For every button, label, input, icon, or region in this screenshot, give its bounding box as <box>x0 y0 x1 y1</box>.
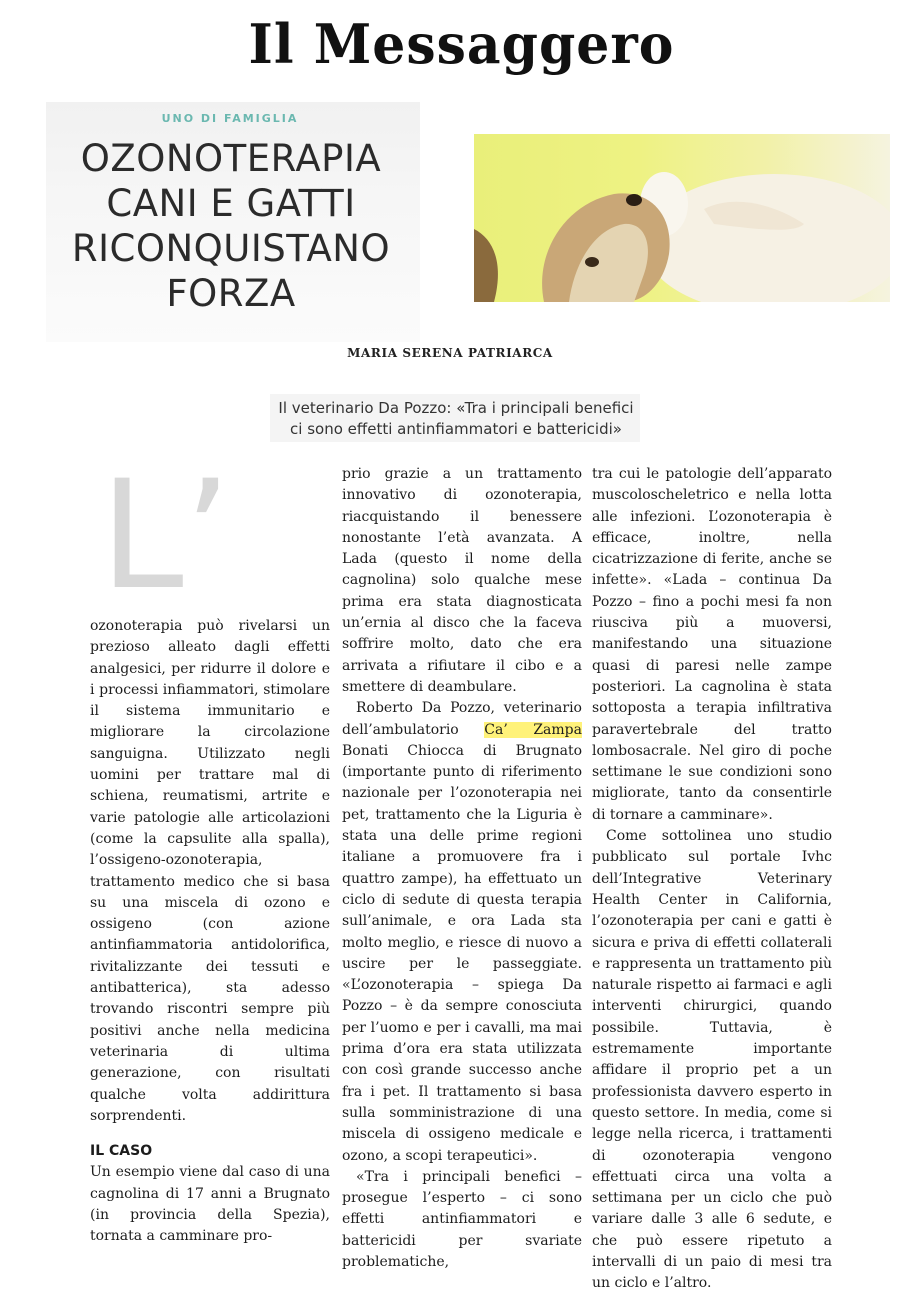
paragraph: Come sottolinea uno studio pubblicato sul portale Ivhc dell’Integrative Veterinary Health Center in California, l’ozonoterapia per cani e gatti è sicura e priva di effetti collaterali e rappresenta un trattamento più naturale rispetto ai farmaci e agli interventi chirurgici, quando possibile. Tuttavia, è estremamente importante affidare il proprio pet a un professionista davvero esperto in questo settore. In media, come si legge nella ricerca, i trattamenti di ozonoterapia vengono effettuati circa una volta a settimana per un ciclo che può variare dalle 3 alle 6 sedute, e che può essere ripetuto a intervalli di un paio di mesi tra un ciclo e l’altro. <box>592 828 832 1292</box>
section-kicker: UNO DI FAMIGLIA <box>161 112 299 125</box>
author-byline: MARIA SERENA PATRIARCA <box>347 346 553 360</box>
text-run: Roberto Da Pozzo, veterinario dell’ambulatorio <box>342 700 582 738</box>
dog-photo <box>474 134 890 302</box>
section-heading: IL CASO <box>90 1143 153 1160</box>
subhead: Il veterinario Da Pozzo: «Tra i principali benefici ci sono effetti antinfiammatori e battericidi» <box>278 399 634 438</box>
dog-ear <box>474 229 498 302</box>
paragraph: prio grazie a un trattamento innovativo di ozonoterapia, riacquistando il benessere nonostante l’età avanzata. A Lada (questo il nome della cagnolina) solo qualche mese prima era stata diagnosticata un’ernia al disco che la faceva soffrire molto, dato che era arrivata a rifiutare il cibo e a smettere di deambulare. <box>342 466 582 695</box>
paragraph: Un esempio viene dal caso di una cagnolina di 17 anni a Brugnato (in provincia della Spezia), tornata a camminare pro- <box>90 1164 330 1245</box>
text-run: Bonati Chiocca di Brugnato (importante punto di riferimento nazionale per l’ozonoterapia nei pet, trattamento che la Liguria è stata una delle prime regioni italiane a promuovere fra i quattro zampe), ha effettuato un ciclo di sedute di questa terapia sull’animale, e ora Lada sta molto meglio, e riesce di nuovo a uscire per le passeggiate. «L’ozonoterapia – spiega Da Pozzo – è da sempre conosciuta per l’uomo e per i cavalli, ma mai prima d’ora era stata utilizzata con così grande successo anche fra i pet. Il trattamento si basa sulla somministrazione di una miscela di ossigeno medicale e ozono, a scopi terapeutici». <box>342 742 582 1164</box>
drop-cap: L’ <box>100 449 232 623</box>
headline-line: CANI E GATTI <box>106 182 356 225</box>
dog-eye <box>585 257 599 267</box>
article-column-3 <box>592 464 832 1295</box>
highlighted-name: Ca’ Zampa <box>484 721 582 738</box>
dog-illustration <box>474 134 890 302</box>
headline-line: OZONOTERAPIA <box>80 137 382 180</box>
article-column-1 <box>90 616 330 1248</box>
paragraph: «Tra i principali benefici – prosegue l’esperto – ci sono effetti antinfiammatori e battericidi per svariate problematiche, <box>342 1168 582 1270</box>
paragraph: tra cui le patologie dell’apparato muscoloscheletrico e nella lotta alle infezioni. L’ozonoterapia è efficace, inoltre, nella cicatrizzazione di ferite, anche se infette». «Lada – continua Da Pozzo – fino a pochi mesi fa non riusciva più a muoversi, manifestando una situazione quasi di paresi nelle zampe posteriori. La cagnolina è stata sottoposta a terapia infiltrativa paravertebrale del tratto lombosacrale. Nel giro di poche settimane le sue condizioni sono migliorate, tanto da consentirle di tornare a camminare». <box>592 466 832 823</box>
headline-line: RICONQUISTANO <box>71 227 391 270</box>
dog-nose <box>626 194 642 206</box>
article-column-2 <box>342 464 582 1273</box>
paragraph: ozonoterapia può rivelarsi un prezioso alleato dagli effetti analgesici, per ridurre il dolore e i processi infiammatori, stimolare il sistema immunitario e migliorare la circolazione sanguigna. Utilizzato negli uomini per trattare mal di schiena, reumatismi, artrite e varie patologie alle articolazioni (come la capsulite alla spalla), l’ossigeno-ozonoterapia, trattamento medico che si basa su una miscela di ozono e ossigeno (con azione antinfiammatoria antidolorifica, rivitalizzante dei tessuti e antibatterica), sta adesso trovando riscontri sempre più positivi anche nella medicina veterinaria di ultima generazione, con risultati qualche volta addirittura sorprendenti. <box>90 618 330 1124</box>
headline-line: FORZA <box>166 272 296 315</box>
masthead-logo: Il Messaggero <box>248 12 675 77</box>
paragraph <box>342 698 582 1167</box>
headline <box>56 136 406 316</box>
